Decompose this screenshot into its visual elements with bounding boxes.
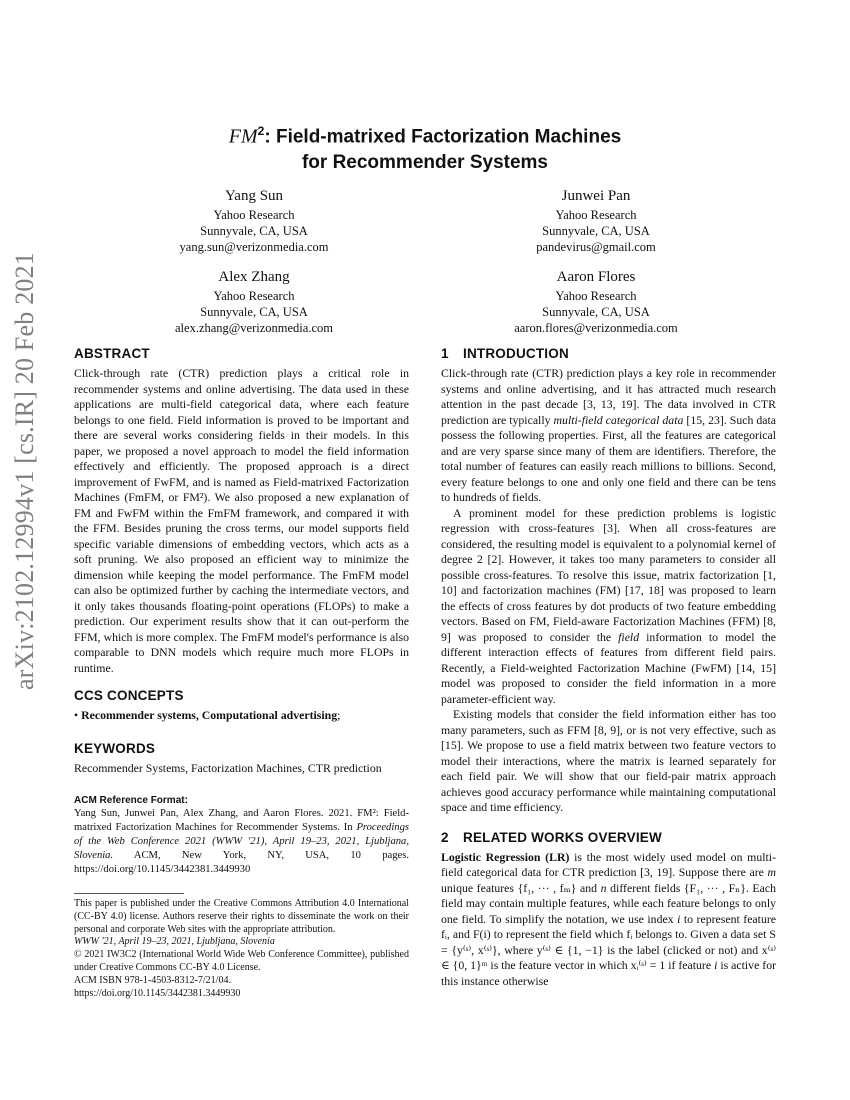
text-run: to represent feature fᵢ, and F(i) to represent the field which fᵢ belongs to. Given a data set S = {y⁽ˢ⁾, x⁽ˢ⁾}, where y⁽ˢ⁾ ∈ {1, −1} is the label (clicked or not) and x⁽ˢ⁾ ∈ {0, 1}ᵐ is the feature vector in which xᵢ⁽ˢ⁾ = 1 if feature	[441, 911, 777, 972]
author-email: aaron.flores@verizonmedia.com	[514, 321, 678, 335]
keywords-section	[74, 741, 409, 777]
math-var: m	[767, 865, 776, 879]
ccs-bullet: •	[74, 708, 79, 722]
text-run: is active for this instance otherwise	[441, 958, 777, 988]
paper-title	[100, 118, 750, 176]
author-email: yang.sun@verizonmedia.com	[179, 240, 329, 254]
conference-line: WWW '21, April 19–23, 2021, Ljubljana, Slovenia	[74, 936, 275, 948]
related-heading	[441, 830, 776, 845]
emphasis: multi-field categorical data	[553, 412, 684, 427]
author-affiliation: Yahoo Research	[213, 208, 295, 222]
intro-paragraph: Existing models that consider the field information either has too many parameters, such as FFM [8, 9], or is not very effective, such as [15]. We propose to use a field matrix between two feature vectors to model their interactions, where the matrix is learned separately for each field pair. We will show that our field-pair matrix approach achieves good accuracy performance while maintaining computational space and time efficiency.	[441, 707, 776, 814]
abstract-heading: ABSTRACT	[74, 346, 150, 361]
ccs-section	[74, 688, 409, 724]
title-superscript: 2	[257, 124, 265, 138]
author-name: Aaron Flores	[556, 269, 636, 285]
author-location: Sunnyvale, CA, USA	[542, 224, 650, 238]
intro-heading	[441, 346, 776, 361]
author-location: Sunnyvale, CA, USA	[542, 305, 650, 319]
author-name: Junwei Pan	[561, 188, 631, 204]
copyright-footnote	[74, 893, 409, 1000]
copyright-line: © 2021 IW3C2 (International World Wide Web Conference Committee), published under Creative Commons CC-BY 4.0 License.	[74, 949, 409, 973]
footnote-rule	[74, 893, 184, 894]
acm-reference-text	[74, 807, 409, 877]
author-affiliation: Yahoo Research	[213, 289, 295, 303]
section-title: RELATED WORKS OVERVIEW	[463, 829, 662, 845]
emphasis: field	[618, 629, 640, 644]
author-location: Sunnyvale, CA, USA	[200, 224, 308, 238]
math-var: i	[714, 958, 718, 972]
license-text: This paper is published under the Creative Commons Attribution 4.0 International (CC-BY 4.0) license. Authors reserve their rights to disseminate the work on their personal and corporate Web sites with the appropriate attribution.	[74, 898, 409, 935]
text-run: information to model the different interaction effects of features from different field pairs. Recently, a Field-weighted Factorization Machine (FwFM) [14, 15] model was proposed to consider the field information in a more parameter-efficient way.	[441, 629, 776, 706]
ccs-concepts: Recommender systems, Computational advertising	[81, 708, 338, 722]
author-email: alex.zhang@verizonmedia.com	[175, 321, 333, 335]
text-run: is the most widely used model on multi-field categorical data for CTR prediction [3, 19]. Suppose there are	[441, 849, 777, 879]
related-paragraph	[441, 850, 776, 990]
author-block	[104, 266, 404, 336]
keywords-heading: KEYWORDS	[74, 741, 156, 756]
author-block	[104, 185, 404, 255]
section-number: 1	[441, 346, 449, 361]
math-var: i	[677, 911, 681, 926]
reference-tail: ACM, New York, NY, USA, 10 pages. https://doi.org/10.1145/3442381.3449930	[74, 850, 409, 875]
title-line1: : Field-matrixed Factorization Machines	[264, 126, 622, 148]
arxiv-identifier: arXiv:2102.12994v1 [cs.IR] 20 Feb 2021	[10, 252, 39, 690]
text-run: different fields {F₁, ··· , Fₙ}. Each field may contain multiple features, while each feature belongs to only one field. To simplify the notation, we use index	[441, 880, 777, 926]
run-in-heading: Logistic Regression (LR)	[441, 849, 570, 864]
ccs-text	[74, 708, 409, 724]
intro-paragraph	[441, 506, 776, 708]
math-var: n	[600, 880, 607, 895]
section-title: INTRODUCTION	[463, 346, 569, 361]
doi-line: https://doi.org/10.1145/3442381.3449930	[74, 987, 241, 999]
keywords-text: Recommender Systems, Factorization Machines, CTR prediction	[74, 761, 382, 775]
isbn-line: ACM ISBN 978-1-4503-8312-7/21/04.	[74, 974, 231, 986]
ccs-heading: CCS CONCEPTS	[74, 688, 184, 703]
left-column	[74, 346, 409, 676]
right-column	[441, 346, 776, 989]
text-run: unique features {f₁, ··· , fₘ} and	[441, 880, 598, 895]
author-location: Sunnyvale, CA, USA	[200, 305, 308, 319]
acm-reference-label: ACM Reference Format:	[74, 795, 188, 806]
author-affiliation: Yahoo Research	[555, 208, 637, 222]
author-affiliation: Yahoo Research	[555, 289, 637, 303]
title-line2: for Recommender Systems	[301, 152, 549, 174]
title-fm: FM	[228, 125, 258, 148]
section-number: 2	[441, 829, 449, 845]
intro-paragraph	[441, 366, 776, 506]
abstract-text: Click-through rate (CTR) prediction plays a critical role in recommender systems and online advertising. The data used in these applications are multi-field categorical data, where each feature belongs to one field. Field information is proved to be important and there are several works considering fields in their models. In this paper, we proposed a novel approach to model the field information effectively and efficiently. The proposed approach is a direct improvement of FwFM, and is named as Field-matrixed Factorization Machines (FmFM, or FM²). We also proposed a new explanation of FM and FwFM within the FmFM framework, and compared it with the FFM. Besides pruning the cross terms, our model supports field specific variable dimensions of embedding vectors, which acts as a soft pruning. We also proposed an efficient way to minimize the dimension while keeping the model performance. The FmFM model can also be optimized further by caching the intermediate vectors, and it only takes thousands floating-point operations (FLOPs) to make a prediction. Our experiment results show that it can out-perform the FFM, which is more complex. The FmFM model's performance is also comparable to DNN models which require much more FLOPs in runtime.	[74, 366, 409, 675]
author-email: pandevirus@gmail.com	[536, 240, 656, 254]
author-name: Yang Sun	[224, 188, 284, 204]
ccs-end: ;	[337, 708, 341, 722]
author-name: Alex Zhang	[218, 269, 290, 285]
text-run: Click-through rate (CTR) prediction plays a key role in recommender systems and online advertising, and it has attracted much research attention in the past decade [3, 13, 19]. The data involved in CTR prediction are typically	[441, 366, 776, 427]
text-run: [15, 23]. Such data possess the following properties. First, all the features are categorical and are very sparse since many of them are identifiers. Therefore, the total number of features can easily reach millions to billions. Second, every feature belongs to one and only one field and there can be tens to hundreds of fields.	[441, 412, 777, 504]
author-block	[446, 266, 746, 336]
author-block	[446, 185, 746, 255]
reference-line: Yang Sun, Junwei Pan, Alex Zhang, and Aaron Flores. 2021. FM²: Field-matrixed Factorization Machines for Recommender Systems. In	[74, 808, 409, 833]
reference-venue: Proceedings of the Web Conference 2021 (WWW '21), April 19–23, 2021, Ljubljana, Slovenia.	[74, 822, 409, 861]
acm-reference	[74, 794, 409, 877]
text-run: A prominent model for these prediction problems is logistic regression with cross-features [3]. When all cross-features are considered, the resulting model is equivalent to a polynomial kernel of degree 2 [2]. However, it takes too many parameters to consider all possible cross-features. To resolve this issue, matrix factorization [1, 10] and factorization machines (FM) [17, 18] was proposed to learn the effects of cross features by dot products of two feature embedding vectors. Based on FM, Field-aware Factorization Machines (FFM) [8, 9] was proposed to consider the	[441, 505, 776, 644]
